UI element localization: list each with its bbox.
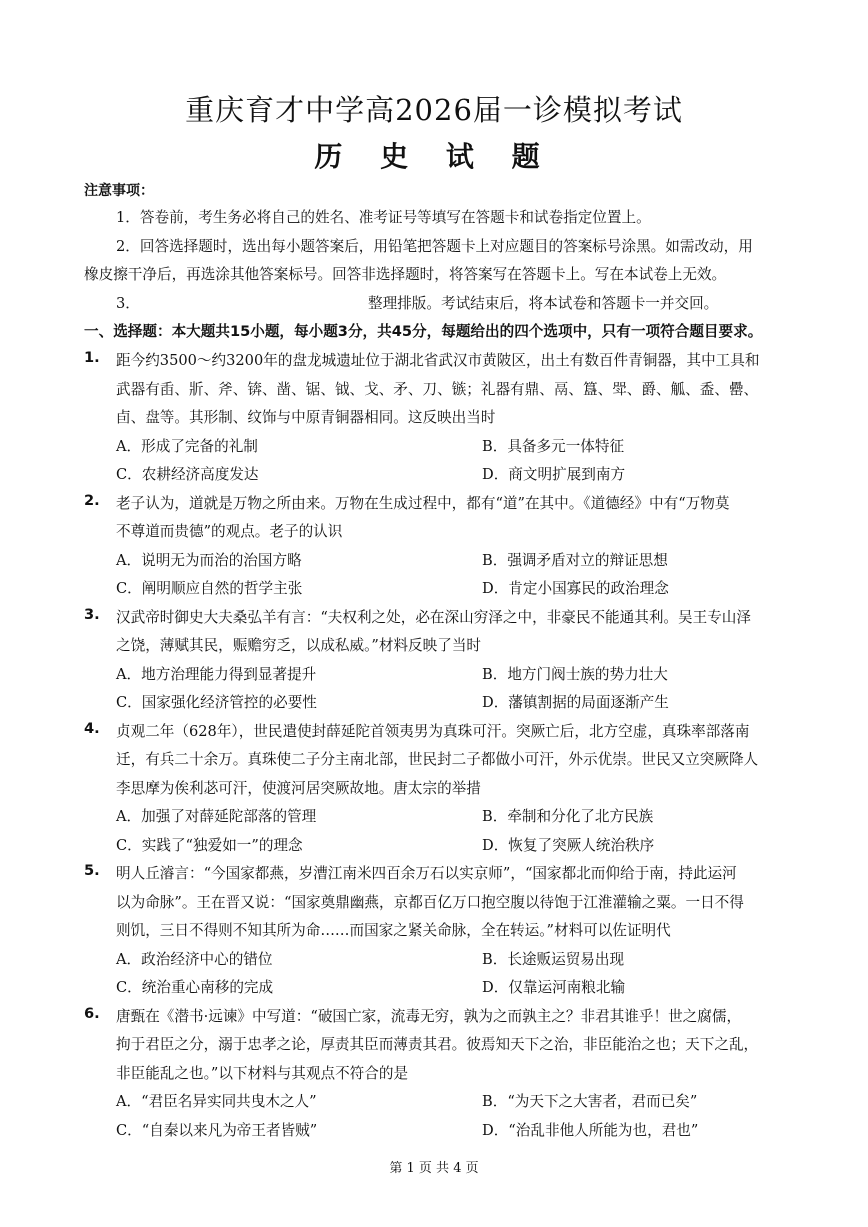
- option-a: A．加强了对薛延陀部落的管理: [116, 808, 317, 825]
- note-item: 橡皮擦干净后，再选涂其他答案标号。回答非选择题时，将答案写在答题卡上。写在本试卷上无效。: [84, 266, 727, 283]
- note-item: 2．回答选择题时，选出每小题答案后，用铅笔把答题卡上对应题目的答案标号涂黑。如需改动，用: [116, 238, 753, 255]
- option-a: A．“君臣名异实同共曳木之人”: [116, 1093, 317, 1110]
- note-item: 整理排版。考试结束后，将本试卷和答题卡一并交回。: [368, 295, 719, 312]
- option-a: A．地方治理能力得到显著提升: [116, 666, 317, 683]
- option-c: C．“自秦以来凡为帝王者皆贼”: [116, 1122, 318, 1139]
- question-number: 1.: [84, 349, 100, 366]
- question-text: 不尊道而贵德”的观点。老子的认识: [116, 523, 343, 540]
- question-text: 李思摩为俟利苾可汗，使渡河居突厥故地。唐太宗的举措: [116, 780, 481, 797]
- notes-heading: 注意事项：: [84, 183, 154, 199]
- option-d: D．商文明扩展到南方: [482, 466, 626, 483]
- option-c: C．国家强化经济管控的必要性: [116, 694, 317, 711]
- question-text: 卣、盘等。其形制、纹饰与中原青铜器相同。这反映出当时: [116, 409, 496, 426]
- question-text: 拘于君臣之分，溺于忠孝之论，厚责其臣而薄责其君。彼焉知天下之治，非臣能治之也；天下之乱，: [116, 1036, 759, 1053]
- question-text: 迁，有兵二十余万。真珠使二子分主南北部，世民封二子都做小可汗，外示优崇。世民又立突厥降人: [116, 751, 759, 768]
- note-item: 1．答卷前，考生务必将自己的姓名、准考证号等填写在答题卡和试卷指定位置上。: [116, 209, 651, 226]
- option-d: D．“治乱非他人所能为也，君也”: [482, 1122, 699, 1139]
- question-number: 4.: [84, 720, 100, 737]
- option-a: A．说明无为而治的治国方略: [116, 552, 302, 569]
- option-d: D．仅靠运河南粮北输: [482, 979, 626, 996]
- question-text: 老子认为，道就是万物之所由来。万物在生成过程中，都有“道”在其中。《道德经》中有“万物莫: [116, 495, 730, 512]
- option-b: B．牵制和分化了北方民族: [482, 808, 654, 825]
- section-heading: 一、选择题：本大题共15小题，每小题3分，共45分，每题给出的四个选项中，只有一项符合题目要求。: [84, 323, 763, 340]
- question-number: 6.: [84, 1005, 100, 1022]
- exam-title: 重庆育才中学高2026届一诊模拟考试: [185, 93, 683, 127]
- option-a: A．形成了完备的礼制: [116, 438, 258, 455]
- page-footer: 第 1 页 共 4 页: [389, 1161, 479, 1176]
- option-b: B．地方门阀士族的势力壮大: [482, 666, 668, 683]
- option-b: B．“为天下之大害者，君而已矣”: [482, 1093, 698, 1110]
- question-number: 5.: [84, 862, 100, 879]
- question-text: 贞观二年（628年），世民遣使封薛延陀首领夷男为真珠可汗。突厥亡后，北方空虚，真珠率部落南: [116, 723, 750, 740]
- option-c: C．农耕经济高度发达: [116, 466, 259, 483]
- question-number: 3.: [84, 606, 100, 623]
- option-b: B．长途贩运贸易出现: [482, 951, 625, 968]
- note-item-number: 3．: [116, 295, 140, 312]
- subject-title: 历 史 试 题: [314, 140, 554, 173]
- option-d: D．肯定小国寡民的政治理念: [482, 580, 669, 597]
- question-text: 以为命脉”。王在晋又说：“国家奠鼎幽燕，京都百亿万口抱空腹以待饱于江淮灌输之粟。一日不得: [116, 894, 744, 911]
- option-d: D．恢复了突厥人统治秩序: [482, 837, 655, 854]
- option-c: C．阐明顺应自然的哲学主张: [116, 580, 303, 597]
- question-text: 汉武帝时御史大夫桑弘羊有言：“夫权利之处，必在深山穷泽之中，非豪民不能通其利。吴王专山泽: [116, 609, 751, 626]
- question-number: 2.: [84, 492, 100, 509]
- question-text: 非臣能乱之也。”以下材料与其观点不符合的是: [116, 1065, 409, 1082]
- option-b: B．具备多元一体特征: [482, 438, 625, 455]
- question-text: 明人丘濬言：“今国家都燕，岁漕江南米四百余万石以实京师”，“国家都北而仰给于南，持此运河: [116, 865, 737, 882]
- option-c: C．统治重心南移的完成: [116, 979, 274, 996]
- question-text: 距今约3500～约3200年的盘龙城遗址位于湖北省武汉市黄陂区，出土有数百件青铜器，其中工具和: [116, 352, 760, 369]
- question-text: 武器有臿、斨、斧、锛、凿、锯、钺、戈、矛、刀、镞；礼器有鼎、鬲、簋、斝、爵、觚、盉、罍、: [116, 381, 759, 398]
- option-b: B．强调矛盾对立的辩证思想: [482, 552, 668, 569]
- option-a: A．政治经济中心的错位: [116, 951, 273, 968]
- option-d: D．藩镇割据的局面逐渐产生: [482, 694, 669, 711]
- question-text: 唐甄在《潜书·远谏》中写道：“破国亡家，流毒无穷，孰为之而孰主之？非君其谁乎！世之腐儒，: [116, 1008, 742, 1025]
- question-text: 之饶，薄赋其民，赈赡穷乏，以成私威。”材料反映了当时: [116, 637, 482, 654]
- question-text: 则饥，三日不得则不知其所为命……而国家之紧关命脉，全在转运。”材料可以佐证明代: [116, 922, 671, 939]
- option-c: C．实践了“独爱如一”的理念: [116, 837, 303, 854]
